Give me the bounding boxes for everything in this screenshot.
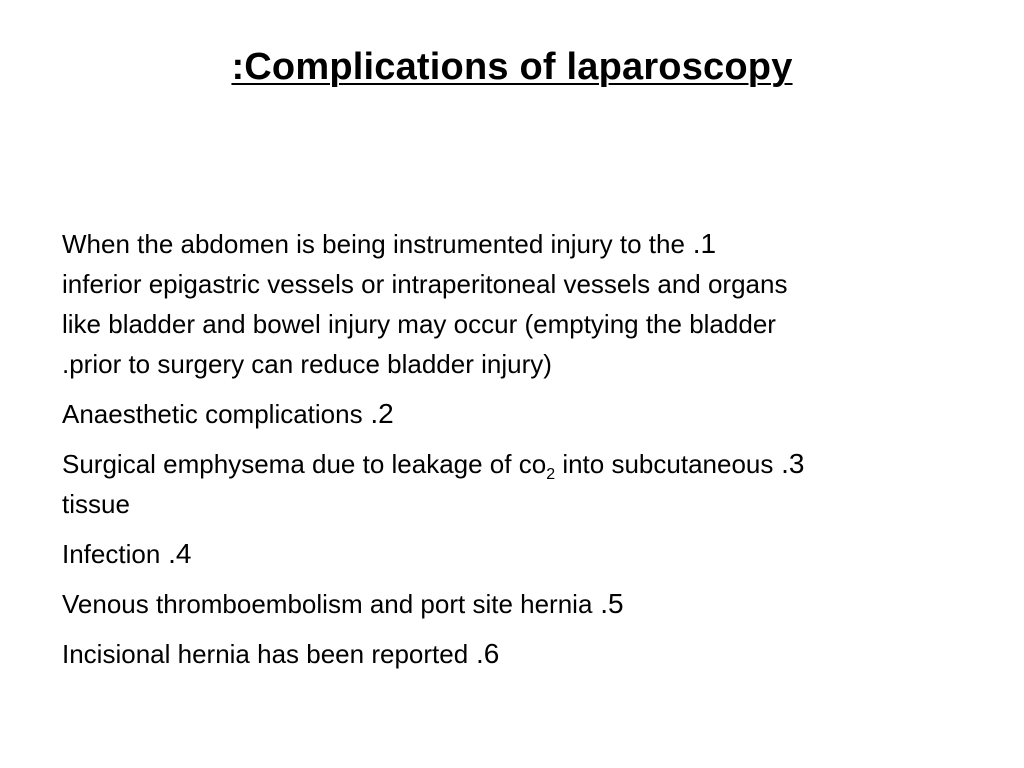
item-2-number: .2 [362, 398, 394, 429]
list-item-1 [62, 224, 952, 384]
item-2-text: Anaesthetic complications [62, 399, 363, 429]
list-item-4 [62, 534, 952, 574]
item-3-tail: tissue [62, 489, 130, 519]
item-3-text-after: into subcutaneous [555, 449, 774, 479]
item-4-number: .4 [160, 538, 192, 569]
item-3-subscript: 2 [546, 466, 556, 483]
item-3-number: .3 [773, 448, 805, 479]
list-item-6 [62, 634, 952, 674]
item-1-line-3: like bladder and bowel injury may occur (emptying the bladder [62, 309, 776, 339]
slide-title: :Complications of laparoscopy [231, 46, 793, 88]
item-5-text: Venous thromboembolism and port site hernia [62, 589, 593, 619]
slide-body [62, 224, 952, 684]
list-item-3 [62, 444, 952, 524]
item-1-number: .1 [684, 228, 717, 259]
item-5-number: .5 [592, 588, 624, 619]
item-4-text: Infection [62, 539, 161, 569]
list-item-5 [62, 584, 952, 624]
item-3-text: Surgical emphysema due to leakage of co [62, 449, 547, 479]
item-1-line-1: When the abdomen is being instrumented injury to the [62, 229, 685, 259]
item-1-tail: .prior to surgery can reduce bladder injury) [62, 349, 552, 379]
item-6-text: Incisional hernia has been reported [62, 639, 469, 669]
item-6-number: .6 [468, 638, 500, 669]
item-1-line-2: inferior epigastric vessels or intraperitoneal vessels and organs [62, 269, 788, 299]
list-item-2 [62, 394, 952, 434]
